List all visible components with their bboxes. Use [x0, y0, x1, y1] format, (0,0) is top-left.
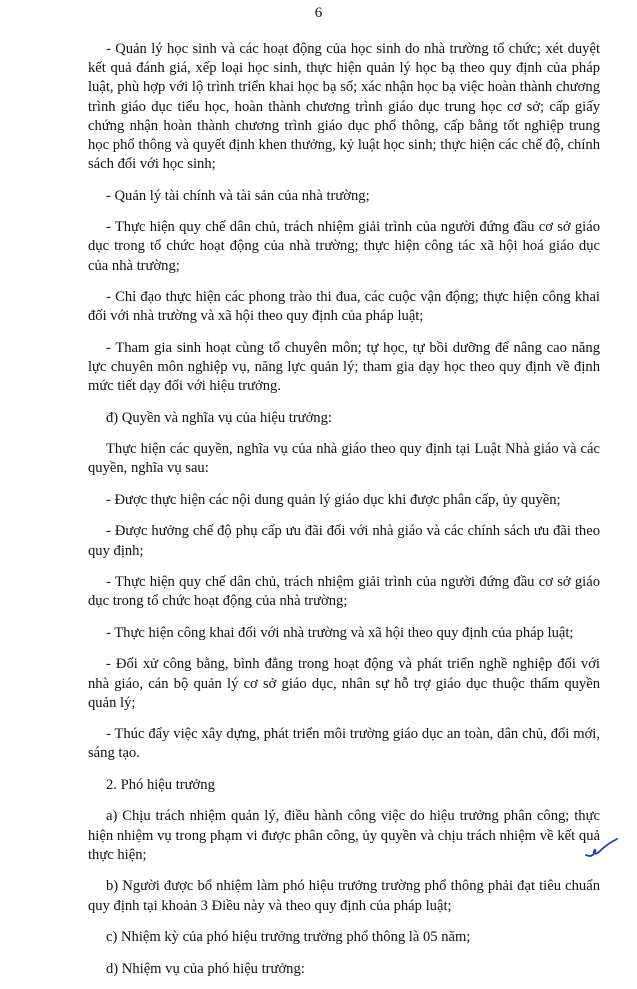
- paragraph-vice-principal-duties: a) Chịu trách nhiệm quản lý, điều hành công việc do hiệu trưởng phân công; thực hiện nhiệm vụ trong phạm vi được phân công, ủy quyền và chịu trách nhiệm về kết quả thực hiện;: [88, 808, 600, 863]
- paragraph-vice-principal-appointment: b) Người được bổ nhiệm làm phó hiệu trưởng trường phổ thông phải đạt tiêu chuẩn quy định tại khoản 3 Điều này và theo quy định của pháp luật;: [88, 878, 600, 914]
- paragraph-decentralized-management: - Được thực hiện các nội dung quản lý giáo dục khi được phân cấp, ủy quyền;: [106, 491, 561, 508]
- section-heading-principal-rights: đ) Quyền và nghĩa vụ của hiệu trưởng:: [106, 409, 332, 426]
- page-number: 6: [314, 5, 323, 21]
- document-body: [88, 40, 600, 989]
- paragraph-professional-activities: - Tham gia sinh hoạt cùng tổ chuyên môn; tự học, tự bồi dưỡng để nâng cao năng lực chuyên môn nghiệp vụ, năng lực quản lý; tham gia dạy học theo quy định về định mức tiết dạy đối với hiệu trưởng.: [88, 339, 600, 395]
- paragraph-vice-principal-tasks-heading: d) Nhiệm vụ của phó hiệu trưởng:: [106, 960, 305, 977]
- paragraph-rights-intro: Thực hiện các quyền, nghĩa vụ của nhà giáo theo quy định tại Luật Nhà giáo và các quyền, nghĩa vụ sau:: [88, 441, 600, 477]
- paragraph-safe-environment: - Thúc đẩy việc xây dựng, phát triển môi trường giáo dục an toàn, dân chủ, đổi mới, sáng tạo.: [88, 726, 600, 762]
- paragraph-public-disclosure: - Thực hiện công khai đối với nhà trường và xã hội theo quy định của pháp luật;: [106, 624, 574, 641]
- paragraph-fair-treatment: - Đối xử công bằng, bình đẳng trong hoạt động và phát triển nghề nghiệp đối với nhà giáo, cán bộ quản lý cơ sở giáo dục, nhân sự hỗ trợ giáo dục thuộc thẩm quyền quản lý;: [88, 656, 600, 711]
- paragraph-accountability: - Thực hiện quy chế dân chủ, trách nhiệm giải trình của người đứng đầu cơ sở giáo dục trong tổ chức hoạt động của nhà trường;: [88, 574, 600, 610]
- paragraph-finance-management: - Quản lý tài chính và tài sản của nhà trường;: [106, 187, 370, 204]
- signature-mark-icon: [583, 836, 619, 860]
- paragraph-vice-principal-term: c) Nhiệm kỳ của phó hiệu trưởng trường phổ thông là 05 năm;: [106, 929, 471, 946]
- paragraph-democracy-regulation: - Thực hiện quy chế dân chủ, trách nhiệm giải trình của người đứng đầu cơ sở giáo dục trong tổ chức hoạt động của nhà trường; thực hiện công tác xã hội hoá giáo dục của nhà trường;: [88, 219, 600, 274]
- section-heading-vice-principal: 2. Phó hiệu trưởng: [106, 776, 215, 793]
- paragraph-student-management: - Quản lý học sinh và các hoạt động của học sinh do nhà trường tổ chức; xét duyệt kết quả đánh giá, xếp loại học sinh, thực hiện quản lý học bạ theo quy định của pháp luật, phù hợp với lộ trình triển khai học bạ số; xác nhận học bạ việc hoàn thành chương trình giáo dục tiểu học, hoàn thành chương trình giáo dục trung học cơ sở; cấp giấy chứng nhận hoàn thành chương trình giáo dục phổ thông, cấp bằng tốt nghiệp trung học phổ thông và quyết định khen thưởng, kỷ luật học sinh; thực hiện các chế độ, chính sách đối với học sinh;: [88, 41, 600, 173]
- paragraph-emulation-movements: - Chỉ đạo thực hiện các phong trào thi đua, các cuộc vận động; thực hiện công khai đối với nhà trường và xã hội theo quy định của pháp luật;: [88, 289, 600, 325]
- paragraph-allowance-regime: - Được hưởng chế độ phụ cấp ưu đãi đối với nhà giáo và các chính sách ưu đãi theo quy định;: [88, 523, 600, 559]
